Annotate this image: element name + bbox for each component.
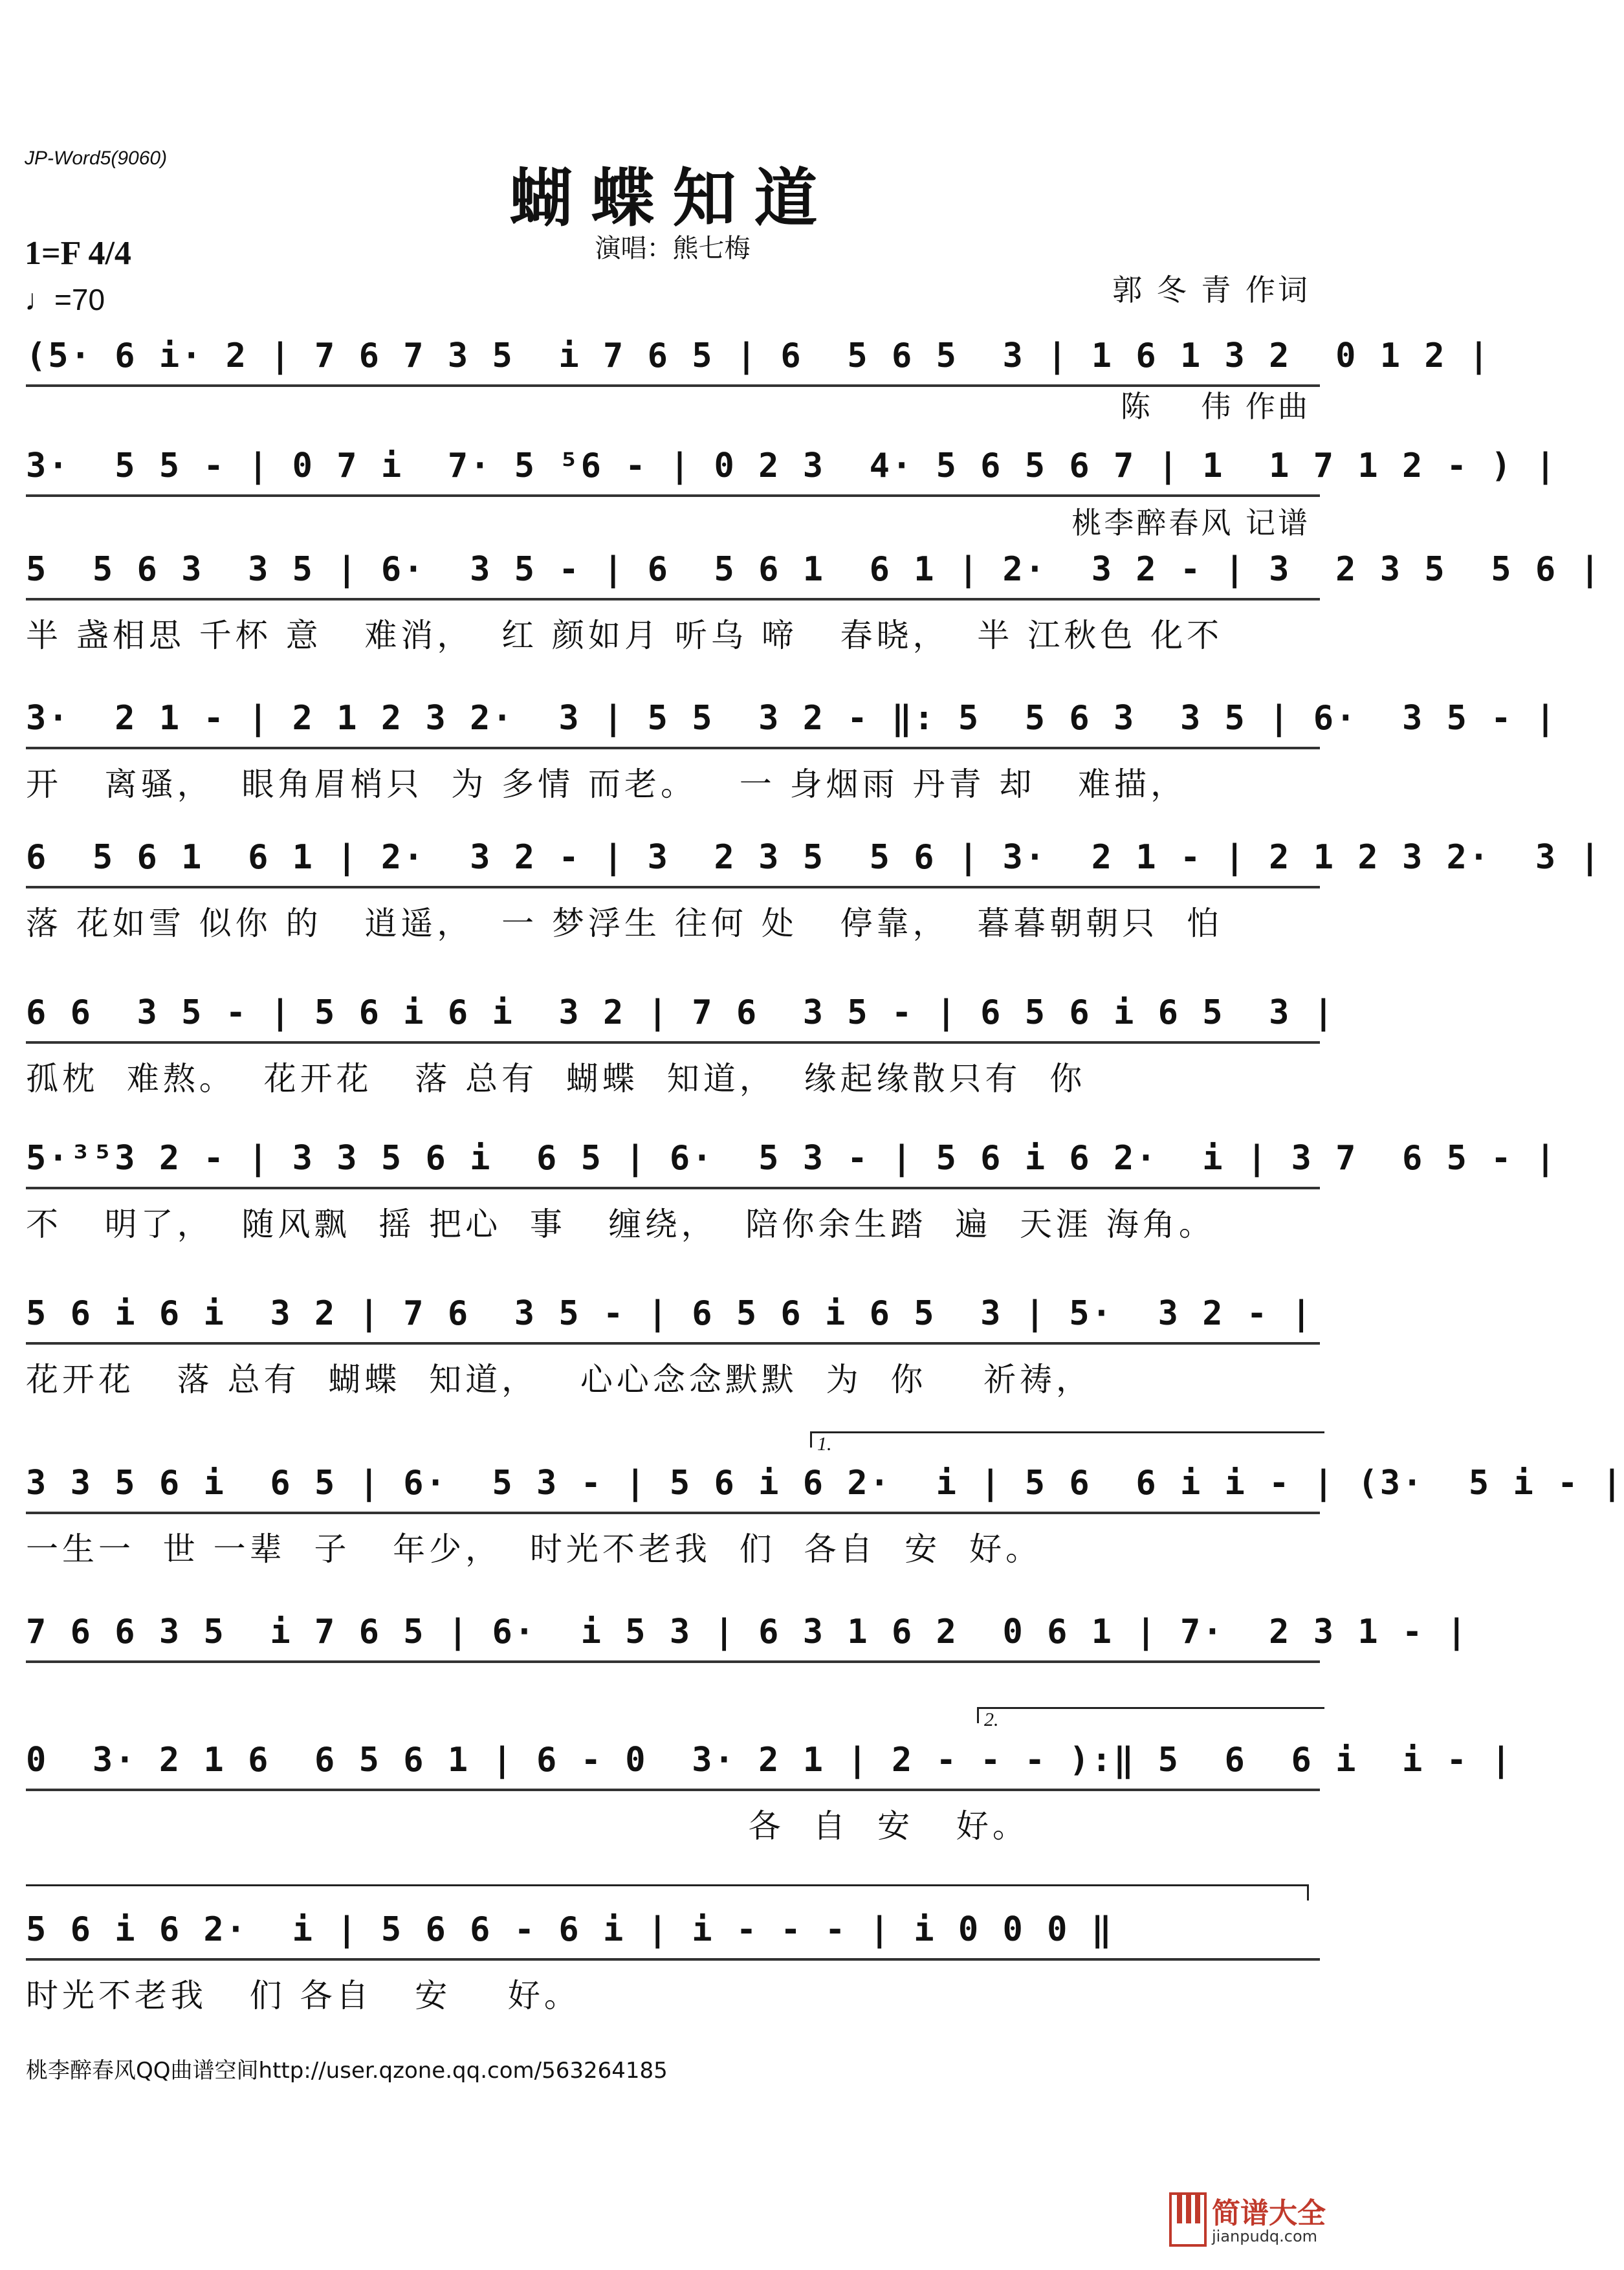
notation-line: 6 6 3 5 - | 5 6 i 6 i 3 2 | 7 6 3 5 - | 6 5 6 i 6 5 3 |: [26, 993, 1320, 1044]
notation-line: 5·³⁵3 2 - | 3 3 5 6 i 6 5 | 6· 5 3 - | 5 6 i 6 2· i | 3 7 6 5 - |: [26, 1139, 1320, 1189]
score-row-6: [26, 993, 1336, 1099]
second-ending-bracket: 2.: [977, 1707, 1324, 1723]
logo-site: jianpudq.com: [1212, 2227, 1318, 2245]
notation-line: 5 6 i 6 i 3 2 | 7 6 3 5 - | 6 5 6 i 6 5 3 | 5· 3 2 - |: [26, 1294, 1320, 1345]
lyric-line: 一生一 世 一辈 子 年少， 时光不老我 们 各自 安 好。: [26, 1530, 1042, 1568]
key-signature: 1=F 4/4: [25, 235, 131, 272]
lyric-line: 不 明了， 随风飘 摇 把心 事 缠绕， 陪你余生踏 遍 天涯 海角。: [26, 1206, 1215, 1243]
notation-line: 7 6 6 3 5 i 7 6 5 | 6· i 5 3 | 6 3 1 6 2 0 6 1 | 7· 2 3 1 - |: [26, 1613, 1320, 1663]
lyric-line: 落 花如雪 似你 的 逍遥， 一 梦浮生 往何 处 停靠， 暮暮朝朝只 怕: [26, 905, 1223, 942]
composer-credit: 陈 伟 作曲: [1120, 389, 1310, 424]
score-row-12: [26, 1910, 1317, 2016]
lyric-line: 时光不老我 们 各自 安 好。: [26, 1977, 580, 2014]
notation-line: 3· 2 1 - | 2 1 2 3 2· 3 | 5 5 3 2 - ‖: 5 5 6 3 3 5 | 6· 3 5 - |: [26, 699, 1320, 749]
software-label: JP-Word5(9060): [25, 148, 168, 169]
lyric-line: 花开花 落 总有 蝴蝶 知道， 心心念念默默 为 你 祈祷，: [26, 1361, 1092, 1398]
lyric-line: 开 离骚， 眼角眉梢只 为 多情 而老。 一 身烟雨 丹青 却 难描，: [26, 766, 1187, 803]
score-row-5: [26, 838, 1602, 944]
notation-line: 5 5 6 3 3 5 | 6· 3 5 - | 6 5 6 1 6 1 | 2· 3 2 - | 3 2 3 5 5 6 |: [26, 550, 1320, 601]
notation-line: 3· 5 5 - | 0 7 i 7· 5 ⁵6 - | 0 2 3 4· 5 6 5 6 7 | 1 1 7 1 2 - ) |: [26, 446, 1320, 497]
score-row-10: [26, 1613, 1469, 1663]
score-row-4: [26, 699, 1558, 805]
notation-line: 0 3· 2 1 6 6 5 6 1 | 6 - 0 3· 2 1 | 2 - - - ):‖ 5 6 6 i i - |: [26, 1741, 1320, 1791]
first-ending-bracket: 1.: [810, 1431, 1324, 1448]
lyric-line: 孤枕 难熬。 花开花 落 总有 蝴蝶 知道， 缘起缘散只有 你: [26, 1060, 1086, 1097]
footer-source: 桃李醉春风QQ曲谱空间http://user.qzone.qq.com/563264185: [26, 2058, 668, 2084]
song-title: 蝴蝶知道: [509, 161, 836, 236]
lyric-line: 各 自 安 好。: [26, 1807, 1029, 1845]
notation-line: 3 3 5 6 i 6 5 | 6· 5 3 - | 5 6 i 6 2· i | 5 6 6 i i - | (3· 5 i - |: [26, 1464, 1320, 1514]
tempo-marking: ♩=70: [25, 283, 105, 316]
score-row-2: [26, 446, 1558, 497]
score-row-11: [26, 1741, 1513, 1847]
credits-block: [1071, 193, 1310, 581]
notation-line: (5· 6 i· 2 | 7 6 7 3 5 i 7 6 5 | 6 5 6 5 3 | 1 6 1 3 2 0 1 2 |: [26, 336, 1320, 387]
score-row-3: [26, 550, 1602, 656]
continuation-bracket: [26, 1884, 1309, 1901]
notation-line: 5 6 i 6 2· i | 5 6 6 - 6 i | i - - - | i 0 0 0 ‖: [26, 1910, 1320, 1961]
piano-keys-icon: [1169, 2190, 1207, 2248]
logo-name: 简谱大全: [1212, 2197, 1326, 2230]
notation-line: 6 5 6 1 6 1 | 2· 3 2 - | 3 2 3 5 5 6 | 3· 2 1 - | 2 1 2 3 2· 3 |: [26, 838, 1320, 888]
singer-credit: 演唱：熊七梅: [595, 234, 751, 263]
transcriber-credit: 桃李醉春风 记谱: [1071, 505, 1310, 540]
score-row-1: [26, 336, 1491, 387]
site-logo: [1169, 2186, 1331, 2257]
score-row-8: [26, 1294, 1317, 1400]
score-row-7: [26, 1139, 1558, 1245]
score-row-9: [26, 1464, 1624, 1570]
lyric-line: 半 盏相思 千杯 意 难消， 红 颜如月 听乌 啼 春晓， 半 江秋色 化不: [26, 617, 1223, 654]
lyricist-credit: 郭 冬 青 作词: [1112, 272, 1310, 307]
